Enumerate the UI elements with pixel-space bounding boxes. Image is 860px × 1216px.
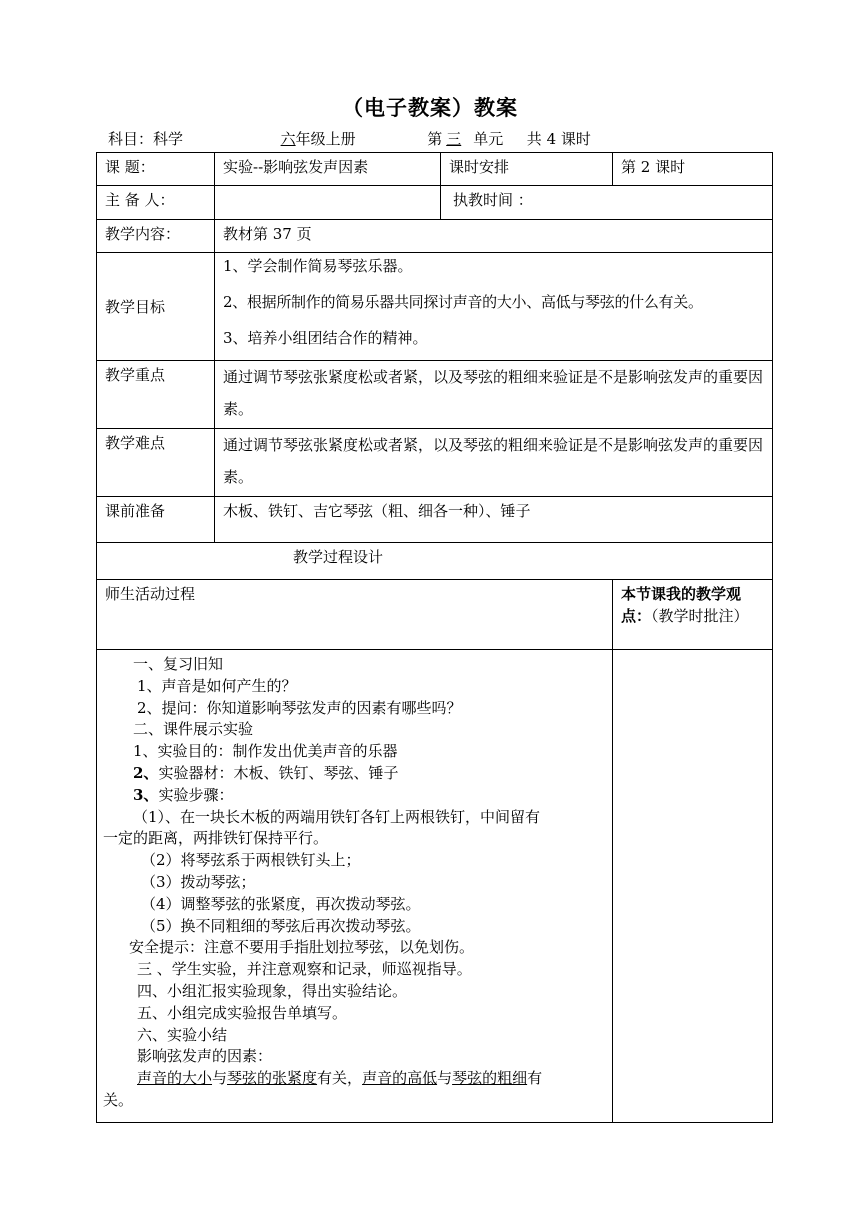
topic-label: 课 题：	[97, 153, 215, 186]
difficulty-value: 通过调节琴弦张紧度松或者紧，以及琴弦的粗细来验证是不是影响弦发声的重要因素。	[215, 429, 773, 497]
conclusion-term: 声音的大小	[137, 1069, 213, 1088]
conclusion-term: 琴弦的张紧度	[227, 1069, 318, 1088]
design-title: 教学过程设计	[97, 543, 773, 580]
key-point-row	[97, 361, 773, 429]
content-row	[97, 220, 773, 253]
content-value: 教材第 37 页	[215, 220, 773, 253]
activity-header-row	[97, 580, 773, 650]
goals-label: 教学目标	[97, 253, 215, 361]
topic-row	[97, 153, 773, 186]
process-content	[97, 650, 613, 1123]
preparation-row	[97, 497, 773, 543]
conclusion-text: 有关，	[317, 1069, 363, 1088]
lesson-info-line	[108, 128, 591, 149]
goal-item: 2、根据所制作的简易乐器共同探讨声音的大小、高低与琴弦的什么有关。	[223, 293, 703, 311]
topic-value: 实验--影响弦发声因素	[215, 153, 441, 186]
goal-item: 1、学会制作简易琴弦乐器。	[223, 257, 413, 275]
viewpoint-header	[613, 580, 773, 650]
subject-label: 科目：	[108, 130, 154, 148]
process-line: 六、实验小结	[137, 1025, 228, 1044]
schedule-value: 第 2 课时	[613, 153, 773, 186]
conclusion-text: 有	[527, 1069, 543, 1088]
conclusion-text: 与	[212, 1069, 228, 1088]
process-line: 1、声音是如何产生的？	[137, 676, 297, 695]
unit-prefix: 第	[427, 130, 443, 148]
subject-value: 科学	[153, 130, 184, 148]
conclusion-line: 关。	[103, 1090, 134, 1109]
unit-suffix: 单元	[473, 130, 504, 148]
conclusion-line	[103, 1068, 606, 1090]
preparer-row	[97, 186, 773, 220]
goals-list	[215, 253, 773, 361]
process-line: （1）、在一块长木板的两端用铁钉各钉上两根铁钉，中间留有	[133, 807, 541, 826]
exec-time-label: 执教时间 ：	[441, 186, 773, 220]
process-line: 二、课件展示实验	[133, 720, 254, 739]
process-line: （2）将琴弦系于两根铁钉头上；	[141, 851, 361, 870]
process-line: （5）换不同粗细的琴弦后再次拨动琴弦。	[141, 916, 421, 935]
step-number: 3、	[133, 785, 159, 804]
preparation-label: 课前准备	[97, 497, 215, 543]
key-point-label: 教学重点	[97, 361, 215, 429]
goal-item: 3、培养小组团结合作的精神。	[223, 329, 428, 347]
process-line: 安全提示：注意不要用手指肚划拉琴弦，以免划伤。	[129, 938, 475, 957]
conclusion-term: 琴弦的粗细	[452, 1069, 528, 1088]
step-text: 实验器材：木板、铁钉、琴弦、锤子	[158, 763, 399, 782]
activity-label: 师生活动过程	[97, 580, 613, 650]
conclusion-term: 声音的高低	[362, 1069, 438, 1088]
content-label: 教学内容：	[97, 220, 215, 253]
step-number: 2、	[133, 763, 159, 782]
process-line: 四、小组汇报实验现象，得出实验结论。	[137, 981, 408, 1000]
process-line: 影响弦发声的因素：	[137, 1047, 273, 1066]
document-title: （电子教案）教案	[342, 95, 518, 120]
process-line: 1、实验目的：制作发出优美声音的乐器	[133, 742, 398, 761]
grade-suffix: 年级上册	[295, 130, 356, 148]
lesson-plan-table	[96, 152, 773, 1123]
design-title-row	[97, 543, 773, 580]
step-text: 实验步骤：	[158, 785, 234, 804]
goals-row	[97, 253, 773, 361]
difficulty-label: 教学难点	[97, 429, 215, 497]
conclusion-text: 与	[437, 1069, 453, 1088]
schedule-label: 课时安排	[441, 153, 613, 186]
process-line	[103, 785, 606, 807]
process-line: 2、提问：你知道影响琴弦发声的因素有哪些吗？	[137, 698, 462, 717]
process-line	[103, 763, 606, 785]
unit-value: 三	[446, 130, 462, 148]
annotation-cell	[613, 650, 773, 1123]
difficulty-row	[97, 429, 773, 497]
process-row	[97, 650, 773, 1123]
viewpoint-note: （教学时批注）	[651, 607, 749, 625]
preparation-value: 木板、铁钉、吉它琴弦（粗、细各一种）、锤子	[215, 497, 773, 543]
preparer-value	[215, 186, 441, 220]
preparer-label: 主 备 人：	[97, 186, 215, 220]
process-line: （4）调整琴弦的张紧度，再次拨动琴弦。	[141, 894, 421, 913]
grade-value: 六	[280, 130, 296, 148]
process-line: 三 、学生实验，并注意观察和记录，师巡视指导。	[137, 960, 472, 979]
process-line: 一、复习旧知	[133, 655, 224, 673]
total-lessons: 共 4 课时	[526, 130, 591, 148]
process-line: 一定的距离，两排铁钉保持平行。	[103, 829, 329, 848]
process-line: 五、小组完成实验报告单填写。	[137, 1003, 348, 1022]
viewpoint-title: 本节课我的教学观点：	[621, 585, 742, 625]
process-line: （3）拨动琴弦；	[141, 872, 256, 891]
key-point-value: 通过调节琴弦张紧度松或者紧，以及琴弦的粗细来验证是不是影响弦发声的重要因素。	[215, 361, 773, 429]
